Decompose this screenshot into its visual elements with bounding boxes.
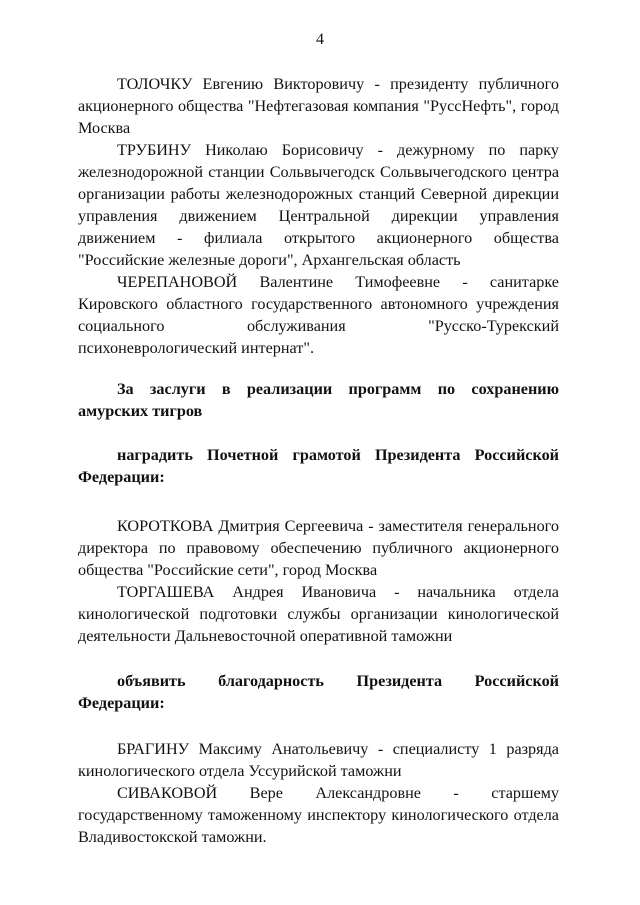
certificate-heading: наградить Почетной грамотой Президента Российской Федерации: [78,446,559,486]
page-number: 4 [316,31,324,48]
award-entry-trubin: ТРУБИНУ Николаю Борисовичу - дежурному по парку железнодорожной станции Сольвычегодск Сольвычегодского центра организации работы железнодорожных станций Северной дирекции управления движением Центральной дирекции управления движением - филиала открытого акционерного общества "Российские железные дороги", Архангельская область [78,141,559,269]
certificate-entry-korotkov: КОРОТКОВА Дмитрия Сергеевича - заместителя генерального директора по правовому обеспечению публичного акционерного общества "Российские сети", город Москва [78,517,559,579]
certificate-entry-torgashev: ТОРГАШЕВА Андрея Ивановича - начальника отдела кинологической подготовки службы организации кинологической деятельности Дальневосточной оперативной таможни [78,583,559,645]
section-heading-tigers: За заслуги в реализации программ по сохранению амурских тигров [78,380,559,420]
award-entry-cherepanova: ЧЕРЕПАНОВОЙ Валентине Тимофеевне - санитарке Кировского областного государственного автономного учреждения социального обслуживания "Русско-Турекский психоневрологический интернат". [78,273,559,357]
gratitude-entry-bragin: БРАГИНУ Максиму Анатольевичу - специалисту 1 разряда кинологического отдела Уссурийской таможни [78,740,559,780]
award-entry-tolochko: ТОЛОЧКУ Евгению Викторовичу - президенту публичного акционерного общества "Нефтегазовая компания "РуссНефть", город Москва [78,75,559,137]
gratitude-heading: объявить благодарность Президента Российской Федерации: [78,672,559,712]
page-content [78,73,559,848]
gratitude-entry-sivakova: СИВАКОВОЙ Вере Александровне - старшему государственному таможенному инспектору кинологического отдела Владивостокской таможни. [78,784,559,846]
